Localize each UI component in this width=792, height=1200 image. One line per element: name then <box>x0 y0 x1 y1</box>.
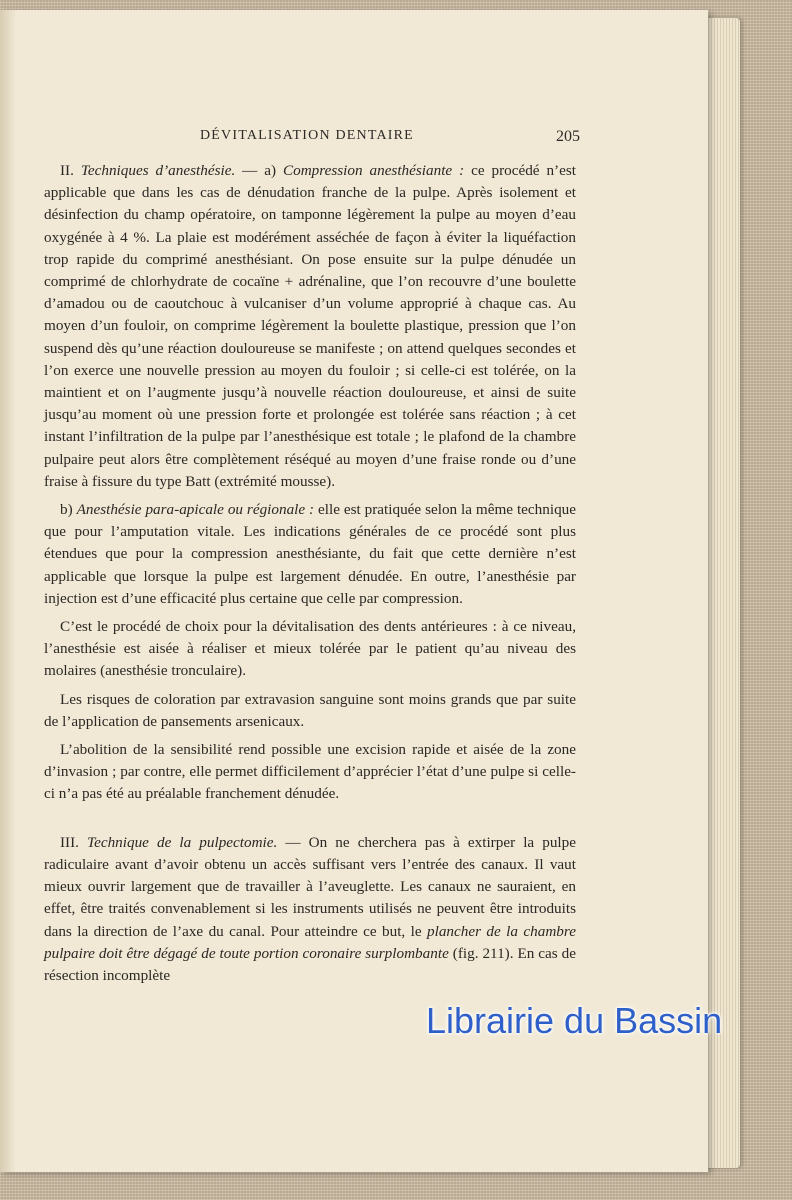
paragraph-risques-coloration: Les risques de coloration par extravasion sanguine sont moins grands que par suite de l’application de pansements arsenicaux. <box>44 690 576 730</box>
paragraph-pulpectomie: III. Technique de la pulpectomie. — On ne cherchera pas à extirper la pulpe radiculaire avant d’avoir obtenu un accès suffisant vers l’entrée des canaux. Il vaut mieux ouvrir largement que de travailler à l’aveuglette. Les canaux ne sauraient, en effet, être traités convenablement si les instruments utilisés ne peuvent être introduits dans la direction de l’axe du canal. Pour atteindre ce but, le plancher de la chambre pulpaire doit être dégagé de toute portion coronaire surplombante (fig. 211). En cas de résection incomplète <box>44 833 576 984</box>
running-title: DÉVITALISATION DENTAIRE <box>200 128 414 143</box>
paragraph-anesthesie-regionale: b) Anesthésie para-apicale ou régionale : elle est pratiquée selon la même technique que pour l’amputation vitale. Les indications générales de ce procédé sont plus étendues que pour la compression anesthésiante, du fait que cette dernière n’est applicable que lorsque la pulpe est largement dénudée. En outre, l’anesthésie par injection est d’une efficacité plus certaine que celle par compression. <box>44 501 576 607</box>
page-gutter-shadow <box>0 10 16 1172</box>
watermark-text: Librairie du Bassin <box>426 1000 723 1041</box>
body-text <box>44 160 576 987</box>
book-page <box>0 10 708 1172</box>
paragraph-abolition-sensibilite: L’abolition de la sensibilité rend possible une excision rapide et aisée de la zone d’invasion ; par contre, elle permet difficilement d’apprécier l’état d’une pulpe si celle-ci n’a pas été au préalable franchement dénudée. <box>44 741 576 803</box>
paragraph-procede-de-choix: C’est le procédé de choix pour la dévitalisation des dents antérieures : à ce niveau, l’anesthésie est aisée à réaliser et mieux tolérée par le patient qu’au niveau des molaires (anesthésie tronculaire). <box>44 618 576 680</box>
page-number: 205 <box>556 128 580 145</box>
paragraph-compression: II. Techniques d’anesthésie. — a) Compression anesthésiante : ce procédé n’est applicable que dans les cas de dénudation franche de la pulpe. Après isolement et désinfection du champ opératoire, on tamponne légèrement la pulpe au moyen d’eau oxygénée à 4 %. La plaie est modérément asséchée de façon à éviter la liquéfaction trop rapide du comprimé anesthésiant. On pose ensuite sur la pulpe dénudée un comprimé de chlorhydrate de cocaïne + adrénaline, que l’on recouvre d’une boulette d’amadou ou de caoutchouc à vulcaniser d’un volume approprié à chaque cas. Au moyen d’un fouloir, on comprime légèrement la boulette plastique, pression que l’on suspend dès qu’une réaction douloureuse se manifeste ; on attend quelques secondes et l’on exerce une nouvelle pression au moyen du fouloir ; si celle-ci est tolérée, on la maintient et on l’augmente jusqu’à nouvelle réaction douloureuse, et ainsi de suite jusqu’au moment où une pression forte et prolongée est tolérée sans réaction ; à cet instant l’infiltration de la pulpe par l’anesthésique est totale ; le plafond de la chambre pulpaire peut alors être complètement réséqué au moyen d’une fraise ronde ou d’une fraise à fissure du type Batt (extrémité mousse). <box>44 162 576 490</box>
